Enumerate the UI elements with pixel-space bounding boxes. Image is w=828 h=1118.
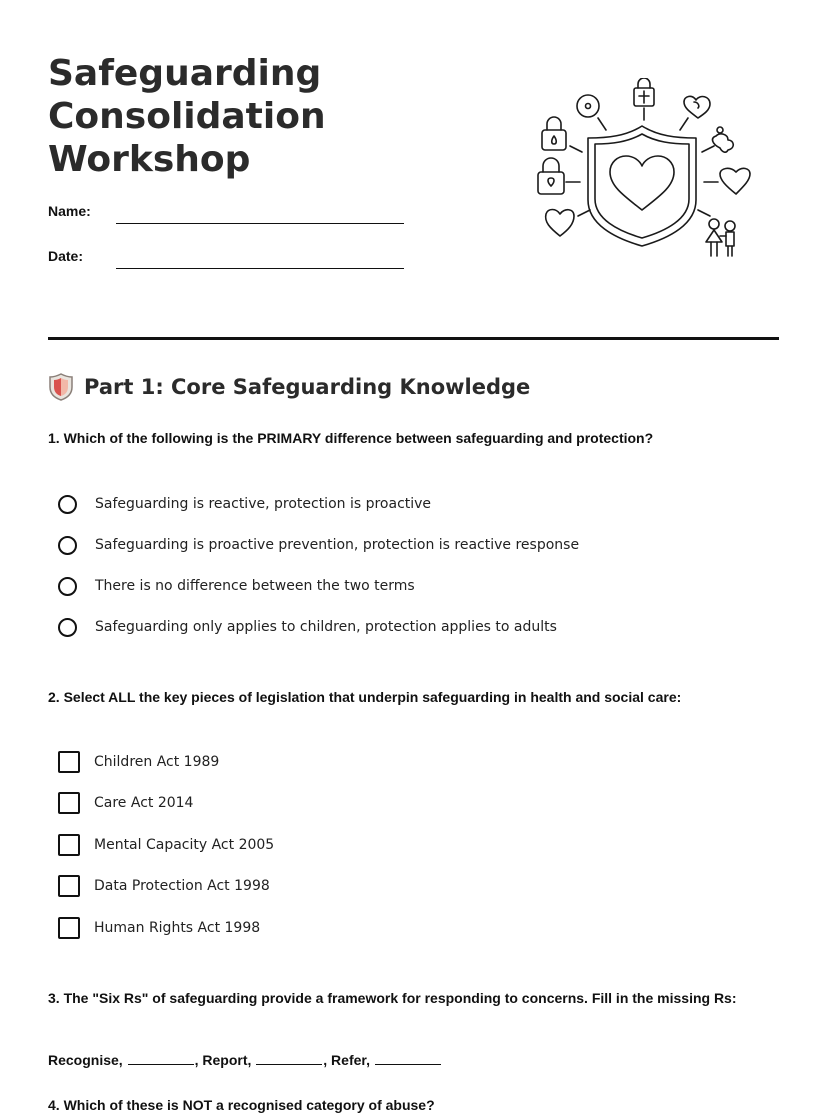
fill-word: Recognise,: [48, 1052, 123, 1068]
option-label: Children Act 1989: [94, 754, 220, 770]
name-field[interactable]: [116, 223, 404, 224]
fill-blank[interactable]: [256, 1052, 322, 1065]
q2-option-2[interactable]: [58, 791, 193, 815]
q1-option-4[interactable]: [58, 615, 557, 639]
radio-button[interactable]: [58, 495, 77, 514]
option-label: Safeguarding is reactive, protection is proactive: [95, 496, 432, 512]
fill-blank[interactable]: [375, 1052, 441, 1065]
part-1-heading: [48, 372, 530, 402]
six-rs-fill-in: [48, 1052, 442, 1068]
section-divider: [48, 337, 779, 340]
option-label: Safeguarding is proactive prevention, protection is reactive response: [95, 537, 580, 553]
checkbox[interactable]: [58, 875, 80, 897]
name-label: Name:: [48, 203, 91, 219]
radio-button[interactable]: [58, 536, 77, 555]
title-line: Safeguarding: [48, 53, 322, 94]
option-label: There is no difference between the two terms: [95, 578, 415, 594]
checkbox[interactable]: [58, 917, 80, 939]
page-title: [48, 52, 388, 181]
question-2: 2. Select ALL the key pieces of legislation that underpin safeguarding in health and social care:: [48, 689, 682, 705]
date-field[interactable]: [116, 268, 404, 269]
checkbox[interactable]: [58, 834, 80, 856]
option-label: Data Protection Act 1998: [94, 878, 270, 894]
option-label: Safeguarding only applies to children, protection applies to adults: [95, 619, 557, 635]
radio-button[interactable]: [58, 618, 77, 637]
option-label: Human Rights Act 1998: [94, 920, 261, 936]
radio-button[interactable]: [58, 577, 77, 596]
q2-option-4[interactable]: [58, 874, 270, 898]
shield-icon: [48, 372, 74, 402]
q1-option-3[interactable]: [58, 574, 415, 598]
q2-option-1[interactable]: [58, 750, 219, 774]
shield-heart-icon: [530, 78, 756, 262]
question-3: 3. The "Six Rs" of safeguarding provide a framework for responding to concerns. Fill in the missing Rs:: [48, 990, 737, 1006]
checkbox[interactable]: [58, 792, 80, 814]
part-1-title: Part 1: Core Safeguarding Knowledge: [84, 375, 531, 399]
checkbox[interactable]: [58, 751, 80, 773]
fill-word: , Report,: [194, 1052, 252, 1068]
q1-option-2[interactable]: [58, 533, 579, 557]
option-label: Mental Capacity Act 2005: [94, 837, 275, 853]
option-label: Care Act 2014: [94, 795, 194, 811]
fill-blank[interactable]: [128, 1052, 194, 1065]
q2-option-5[interactable]: [58, 916, 260, 940]
title-line: Consolidation: [48, 96, 326, 137]
q2-option-3[interactable]: [58, 833, 274, 857]
question-4: 4. Which of these is NOT a recognised category of abuse?: [48, 1097, 435, 1113]
date-label: Date:: [48, 248, 84, 264]
fill-word: , Refer,: [323, 1052, 370, 1068]
title-line: Workshop: [48, 139, 251, 180]
q1-option-1[interactable]: [58, 492, 431, 516]
question-1: 1. Which of the following is the PRIMARY difference between safeguarding and protection?: [48, 430, 654, 446]
